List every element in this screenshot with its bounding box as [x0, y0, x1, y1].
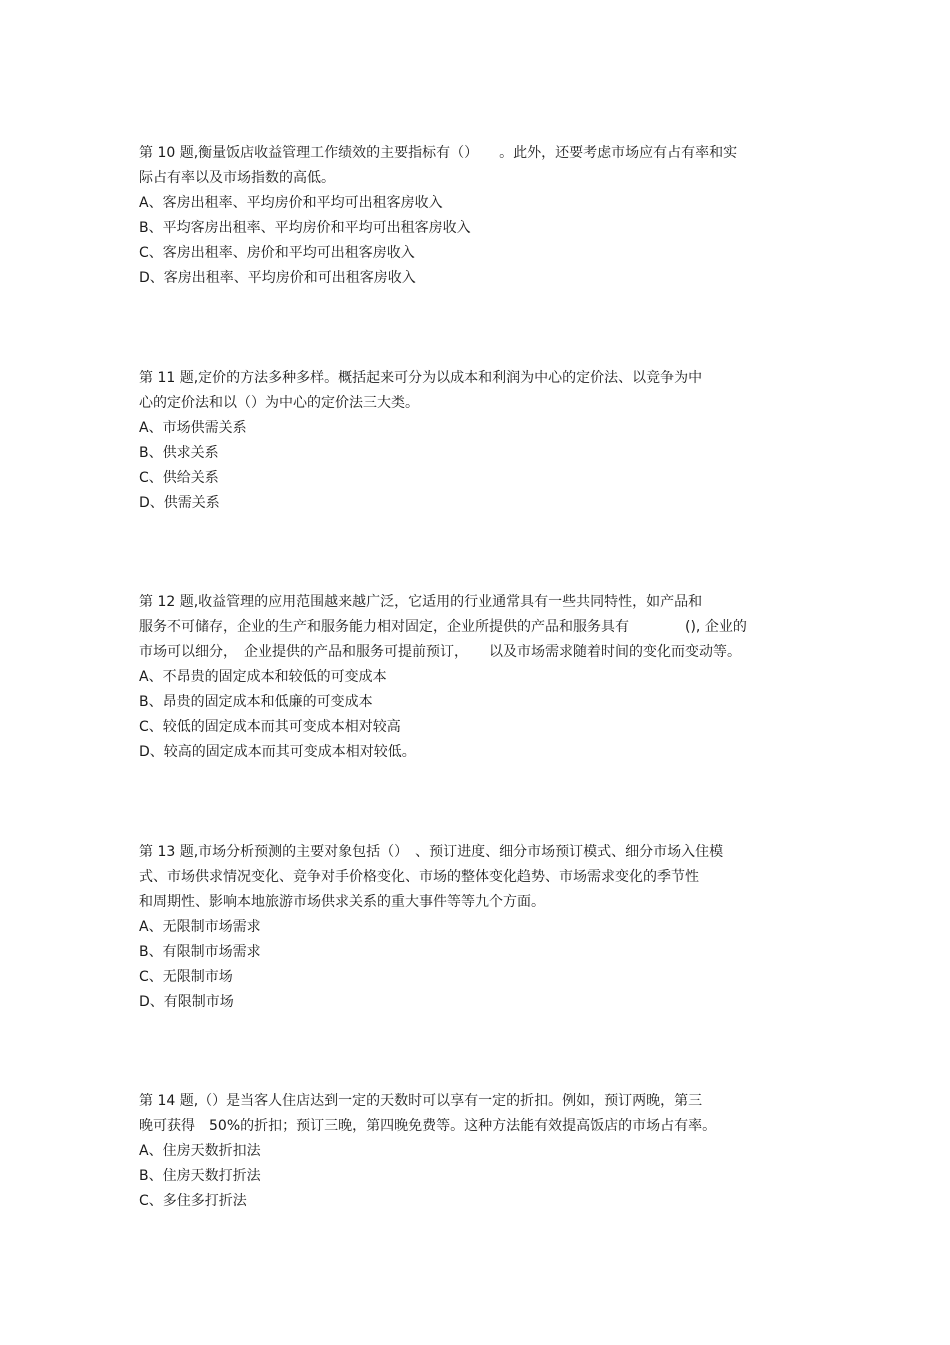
option-c: C、无限制市场: [139, 969, 233, 985]
question-text-line: 和周期性、影响本地旅游市场供求关系的重大事件等等九个方面。: [139, 894, 545, 910]
option-a: A、住房天数折扣法: [139, 1143, 261, 1159]
option-b: B、平均客房出租率、平均房价和平均可出租客房收入: [139, 220, 471, 236]
option-b: B、住房天数打折法: [139, 1168, 261, 1184]
question-text-line: 第 13 题,市场分析预测的主要对象包括（） 、预订进度、细分市场预订模式、细分市场入住模: [139, 844, 724, 860]
question-text-line: 第 10 题,衡量饭店收益管理工作绩效的主要指标有（） 。此外，还要考虑市场应有占有率和实: [139, 145, 738, 161]
question-text-line: 际占有率以及市场指数的高低。: [139, 170, 335, 186]
question-11: [139, 366, 819, 516]
question-text-line: 晚可获得 50%的折扣；预订三晚，第四晚免费等。这种方法能有效提高饭店的市场占有率。: [139, 1118, 717, 1134]
option-c: C、客房出租率、房价和平均可出租客房收入: [139, 245, 415, 261]
option-b: B、有限制市场需求: [139, 944, 261, 960]
question-14: [139, 1089, 819, 1214]
question-text-line: 服务不可储存，企业的生产和服务能力相对固定，企业所提供的产品和服务具有 (), 企业的: [139, 619, 747, 635]
option-b: B、昂贵的固定成本和低廉的可变成本: [139, 694, 373, 710]
question-text-line: 第 11 题,定价的方法多种多样。概括起来可分为以成本和利润为中心的定价法、以竞争为中: [139, 370, 703, 386]
question-10: [139, 141, 819, 291]
option-a: A、市场供需关系: [139, 420, 247, 436]
option-c: C、多住多打折法: [139, 1193, 247, 1209]
option-b: B、供求关系: [139, 445, 219, 461]
option-a: A、不昂贵的固定成本和较低的可变成本: [139, 669, 387, 685]
question-text-line: 第 14 题,（）是当客人住店达到一定的天数时可以享有一定的折扣。例如，预订两晚，第三: [139, 1093, 703, 1109]
option-a: A、无限制市场需求: [139, 919, 261, 935]
question-12: [139, 590, 819, 765]
question-text-line: 式、市场供求情况变化、竞争对手价格变化、市场的整体变化趋势、市场需求变化的季节性: [139, 869, 699, 885]
question-text-line: 第 12 题,收益管理的应用范围越来越广泛，它适用的行业通常具有一些共同特性，如产品和: [139, 594, 703, 610]
option-c: C、供给关系: [139, 470, 219, 486]
option-d: D、有限制市场: [139, 994, 234, 1010]
option-d: D、较高的固定成本而其可变成本相对较低。: [139, 744, 416, 760]
question-13: [139, 840, 819, 1015]
option-d: D、客房出租率、平均房价和可出租客房收入: [139, 270, 416, 286]
option-d: D、供需关系: [139, 495, 220, 511]
question-text-line: 心的定价法和以（）为中心的定价法三大类。: [139, 395, 419, 411]
option-a: A、客房出租率、平均房价和平均可出租客房收入: [139, 195, 443, 211]
question-text-line: 市场可以细分， 企业提供的产品和服务可提前预订， 以及市场需求随着时间的变化而变动等。: [139, 644, 741, 660]
option-c: C、较低的固定成本而其可变成本相对较高: [139, 719, 401, 735]
